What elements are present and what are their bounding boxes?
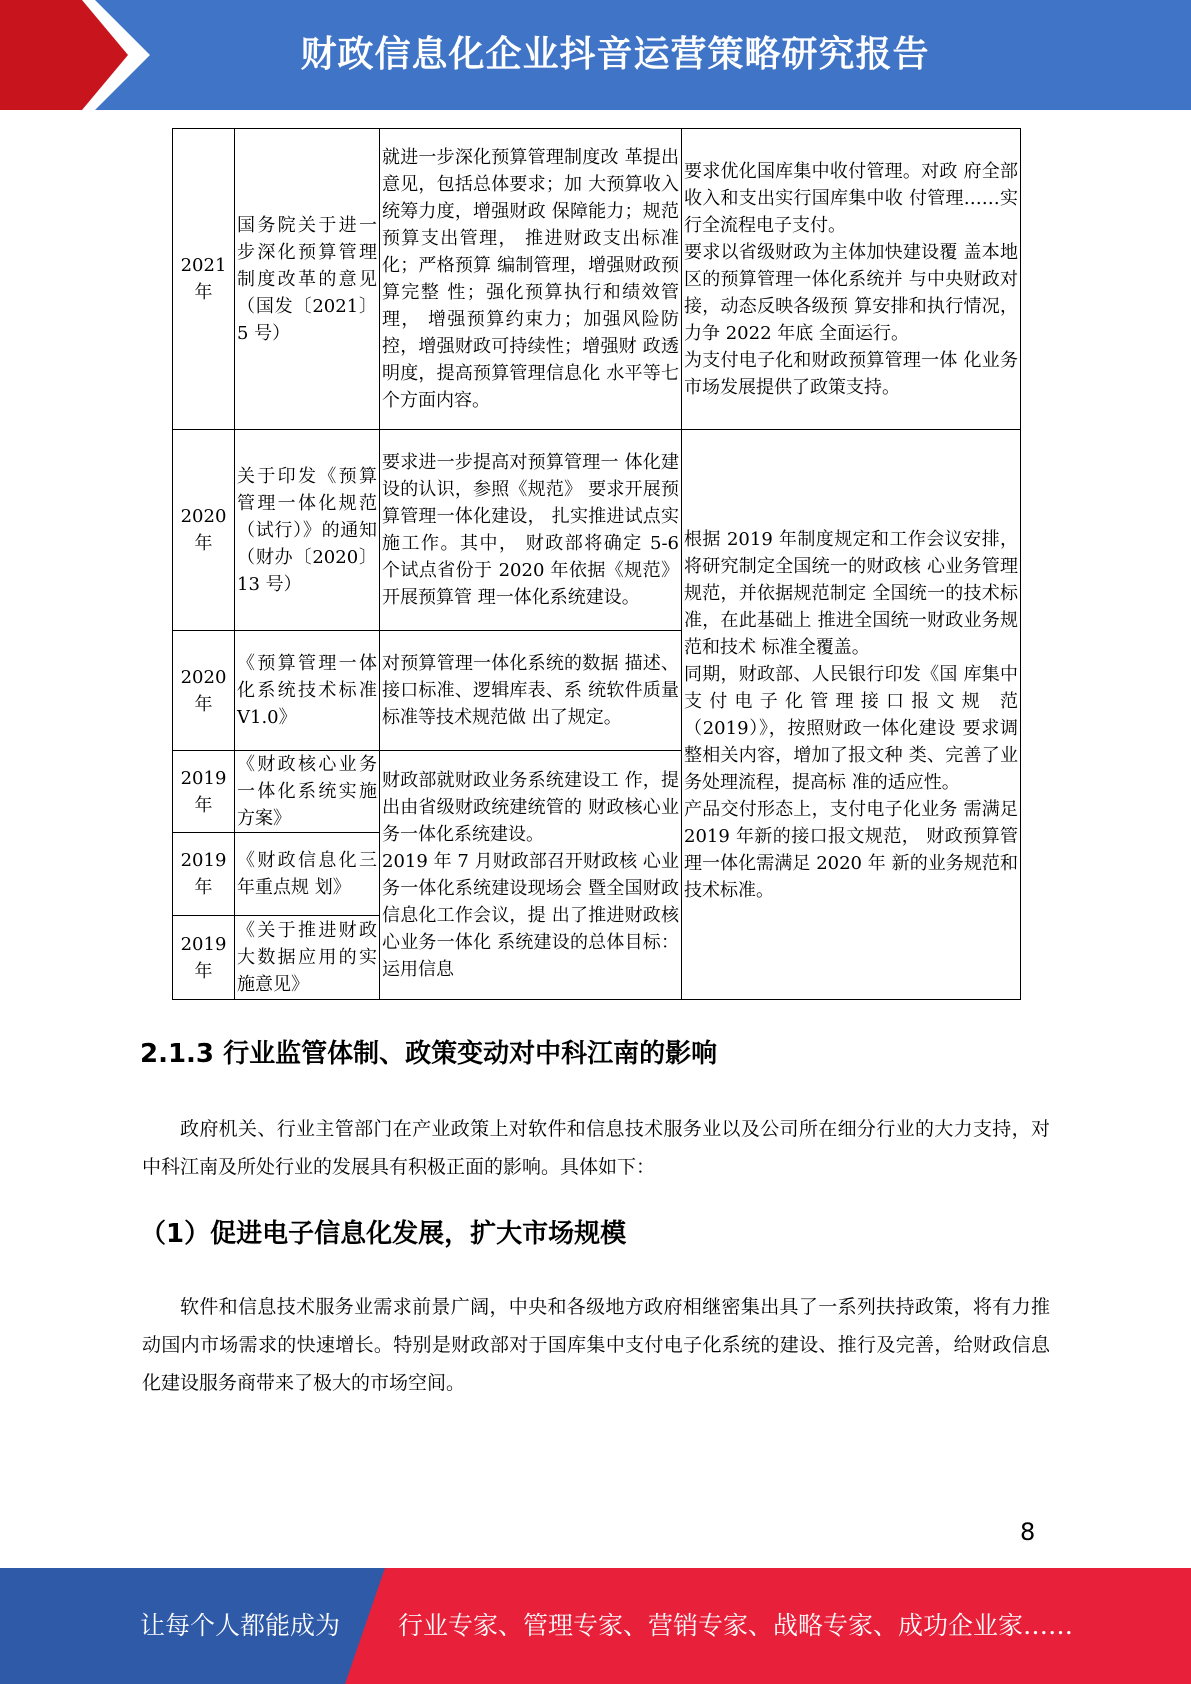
section-paragraph: 政府机关、行业主管部门在产业政策上对软件和信息技术服务业以及公司所在细分行业的大力支持，对中科江南及所处行业的发展具有积极正面的影响。具体如下： — [142, 1118, 1050, 1178]
policy-content-cell: 要求进一步提高对预算管理一 体化建设的认识，参照《规范》 要求开展预算管理一体化建设， 扎实推进试点实施工作。其中， 财政部将确定 5-6 个试点省份于 2020 年依据《规范》开展预算管 理一体化系统建设。 — [380, 430, 682, 631]
policy-name-cell: 《关于推进财政大数据应用的实施意见》 — [235, 916, 380, 1000]
year-cell: 2020 年 — [173, 631, 235, 751]
impact-paragraph: 要求优化国库集中收付管理。对政 府全部收入和支出实行国库集中收 付管理……实行全流程电子支付。 — [684, 160, 1018, 236]
policy-name-cell: 《预算管理一体化系统技术标准 V1.0》 — [235, 631, 380, 751]
impact-paragraph: 为支付电子化和财政预算管理一体 化业务市场发展提供了政策支持。 — [684, 349, 1018, 398]
content-paragraph: 2019 年 7 月财政部召开财政核 心业务一体化系统建设现场会 暨全国财政信息化工作会议，提 出了推进财政核心业务一体化 系统建设的总体目标：运用信息 — [382, 851, 679, 980]
table-row — [173, 129, 1021, 430]
year-cell: 2021 年 — [173, 129, 235, 430]
policy-table — [172, 128, 1021, 1000]
impact-cell — [682, 129, 1021, 430]
year-cell: 2019 年 — [173, 833, 235, 916]
year-cell: 2019 年 — [173, 916, 235, 1000]
subsection-heading: （1）促进电子信息化发展，扩大市场规模 — [140, 1219, 627, 1249]
impact-paragraph: 要求以省级财政为主体加快建设覆 盖本地区的预算管理一体化系统并 与中央财政对接，动态反映各级预 算安排和执行情况，力争 2022 年底 全面运行。 — [684, 241, 1018, 344]
subsection-paragraph: 软件和信息技术服务业需求前景广阔，中央和各级地方政府相继密集出具了一系列扶持政策，将有力推动国内市场需求的快速增长。特别是财政部对于国库集中支付电子化系统的建设、推行及完善，给财政信息化建设服务商带来了极大的市场空间。 — [142, 1296, 1050, 1394]
impact-paragraph: 根据 2019 年制度规定和工作会议安排，将研究制定全国统一的财政核 心业务管理规范，并依据规范制定 全国统一的技术标准，在此基础上 推进全国统一财政业务规范和技术 标准全覆盖。 — [684, 528, 1018, 658]
page-number: 8 — [1020, 1518, 1036, 1546]
year-cell: 2019 年 — [173, 751, 235, 833]
year-cell: 2020 年 — [173, 430, 235, 631]
policy-content-cell-merged — [380, 751, 682, 1000]
content-paragraph: 财政部就财政业务系统建设工 作，提出由省级财政统建统管的 财政核心业务一体化系统建设。 — [382, 770, 679, 845]
impact-paragraph: 产品交付形态上，支付电子化业务 需满足 2019 年新的接口报文规范， 财政预算管理一体化需满足 2020 年 新的业务规范和技术标准。 — [684, 798, 1018, 901]
report-title: 财政信息化企业抖音运营策略研究报告 — [300, 34, 930, 75]
policy-name-cell: 关于印发《预算管理一体化规范（试行）》的通知（财办〔2020〕13 号） — [235, 430, 380, 631]
page-footer — [0, 1568, 1191, 1684]
section-heading: 2.1.3 行业监管体制、政策变动对中科江南的影响 — [140, 1039, 718, 1069]
footer-slogan-left: 让每个人都能成为 — [140, 1611, 341, 1640]
policy-content-cell: 对预算管理一体化系统的数据 描述、接口标准、逻辑库表、系 统软件质量标准等技术规范做 出了规定。 — [380, 631, 682, 751]
page-header — [0, 0, 1191, 110]
impact-paragraph: 同期，财政部、人民银行印发《国 库集中支付电子化管理接口报文规 范（2019）》，按照财政一体化建设 要求调整相关内容，增加了报文种 类、完善了业务处理流程，提高标 准的适应性。 — [684, 663, 1018, 793]
footer-slogan-right: 行业专家、管理专家、营销专家、战略专家、成功企业家…… — [398, 1611, 1074, 1640]
policy-name-cell: 《财政核心业务一体化系统实施方案》 — [235, 751, 380, 833]
impact-cell-merged — [682, 430, 1021, 1000]
policy-name-cell: 《财政信息化三年重点规 划》 — [235, 833, 380, 916]
header-red-arrow-decoration — [0, 0, 150, 110]
table-row — [173, 430, 1021, 631]
policy-content-cell: 就进一步深化预算管理制度改 革提出意见，包括总体要求；加 大预算收入统筹力度，增强财政 保障能力；规范预算支出管理， 推进财政支出标准化；严格预算 编制管理，增强财政预算完整 性；强化预算执行和绩效管理， 增强预算约束力；加强风险防 控，增强财政可持续性；增强财 政透明度，提高预算管理信息化 水平等七个方面内容。 — [380, 129, 682, 430]
policy-name-cell: 国务院关于进一步深化预算管理制度改革的意见（国发〔2021〕 5 号） — [235, 129, 380, 430]
